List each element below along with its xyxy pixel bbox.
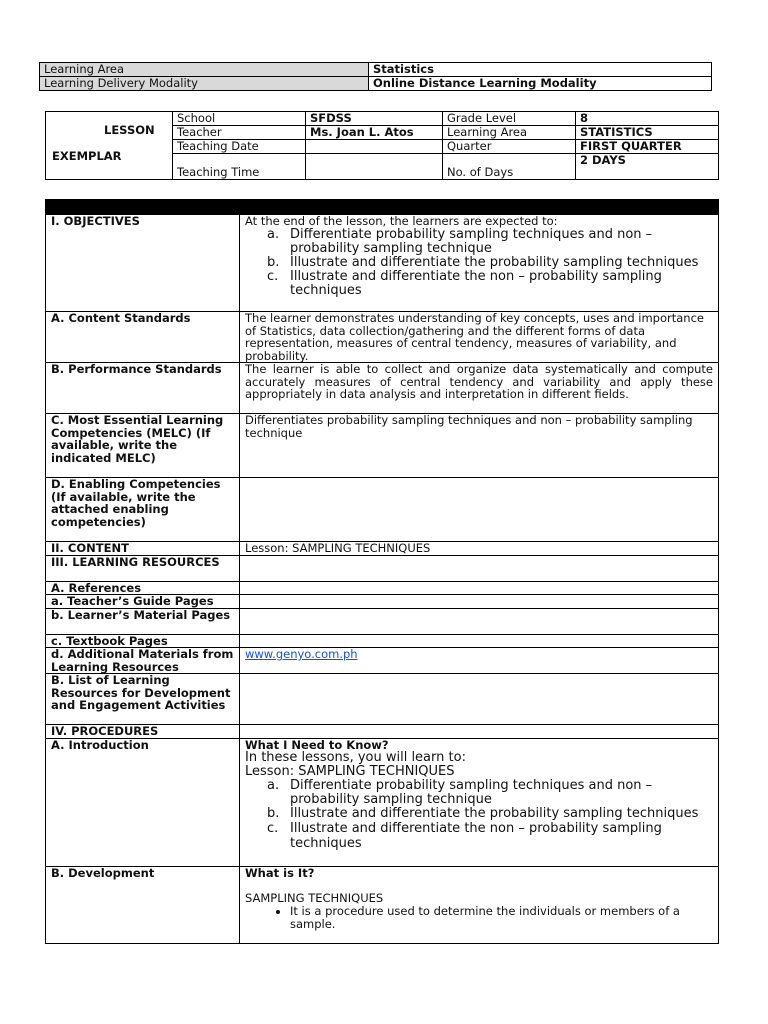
exemplar-label: EXEMPLAR [52, 149, 122, 163]
teacher-guide-label: a. Teacher’s Guide Pages [46, 595, 240, 609]
procedures-label: IV. PROCEDURES [46, 725, 240, 739]
learner-material-value [240, 608, 719, 634]
development-label: B. Development [46, 866, 240, 943]
introduction-item: c. Illustrate and differentiate the non – probability sampling techniques [267, 821, 662, 851]
performance-standards-label: B. Performance Standards [46, 363, 240, 414]
lesson-exemplar-cell [46, 112, 173, 180]
header-bar [46, 200, 719, 215]
objectives-intro: At the end of the lesson, the learners are expected to: [245, 214, 558, 228]
introduction-heading: What I Need to Know? [245, 737, 389, 752]
resource-list-value [240, 674, 719, 725]
introduction-item: b. Illustrate and differentiate the probability sampling techniques [267, 806, 699, 821]
objectives-cell [240, 215, 719, 312]
grade-value: 8 [576, 112, 719, 126]
learning-area-label: Learning Area [40, 63, 369, 77]
objective-item: c. Illustrate and differentiate the non – probability sampling techniques [267, 268, 662, 298]
resource-list-label: B. List of Learning Resources for Development and Engagement Activities [46, 674, 240, 725]
resources-label: III. LEARNING RESOURCES [46, 555, 240, 581]
content-standards-text: The learner demonstrates understanding of key concepts, uses and importance of Statistics, data collection/gathering and the different forms of data representation, measures of central tendency, measures of variability, and probability. [240, 312, 719, 363]
modality-value: Online Distance Learning Modality [369, 77, 712, 91]
introduction-line: In these lessons, you will learn to: [245, 750, 466, 765]
teacher-label: Teacher [173, 126, 306, 140]
school-label: School [173, 112, 306, 126]
content-text: Lesson: SAMPLING TECHNIQUES [240, 542, 719, 556]
lesson-label: LESSON [104, 123, 155, 137]
objective-item: b. Illustrate and differentiate the probability sampling techniques [267, 254, 699, 270]
references-label: A. References [46, 581, 240, 595]
area-value: STATISTICS [576, 126, 719, 140]
header-table [39, 62, 712, 91]
textbook-value [240, 634, 719, 648]
development-cell [240, 866, 719, 943]
melc-text: Differentiates probability sampling techniques and non – probability sampling technique [240, 414, 719, 478]
introduction-lesson: Lesson: SAMPLING TECHNIQUES [245, 764, 455, 779]
objectives-label: I. OBJECTIVES [46, 215, 240, 312]
lesson-plan-table [45, 199, 719, 944]
development-bullet: • It is a procedure used to determine the individuals or members of a sample. [290, 905, 713, 931]
additional-materials-label: d. Additional Materials from Learning Resources [46, 648, 240, 674]
time-value [306, 154, 443, 180]
performance-standards-text: The learner is able to collect and organize data systematically and compute accurately measures of central tendency and variability and apply these appropriately in data analysis and interpretation in different fields. [240, 363, 719, 414]
procedures-value [240, 725, 719, 739]
quarter-value: FIRST QUARTER [576, 140, 719, 154]
learning-area-value: Statistics [369, 63, 712, 77]
time-label: Teaching Time [173, 154, 306, 180]
days-value: 2 DAYS [576, 154, 719, 180]
ndays-label: No. of Days [443, 154, 576, 180]
textbook-label: c. Textbook Pages [46, 634, 240, 648]
grade-label: Grade Level [443, 112, 576, 126]
development-heading: What is It? [245, 865, 315, 880]
introduction-item: a. Differentiate probability sampling techniques and non – probability sampling technique [267, 778, 653, 807]
introduction-cell [240, 738, 719, 866]
references-value [240, 581, 719, 595]
content-standards-label: A. Content Standards [46, 312, 240, 363]
enabling-text [240, 478, 719, 542]
date-value [306, 140, 443, 154]
genyo-link[interactable]: www.genyo.com.ph [245, 647, 358, 661]
lesson-info-table [45, 111, 719, 180]
teacher-value: Ms. Joan L. Atos [306, 126, 443, 140]
development-subheading: SAMPLING TECHNIQUES [245, 891, 384, 905]
quarter-label: Quarter [443, 140, 576, 154]
resources-value [240, 555, 719, 581]
melc-label: C. Most Essential Learning Competencies (MELC) (If available, write the indicated MELC) [46, 414, 240, 478]
area-label: Learning Area [443, 126, 576, 140]
modality-label: Learning Delivery Modality [40, 77, 369, 91]
content-label: II. CONTENT [46, 542, 240, 556]
enabling-label: D. Enabling Competencies (If available, write the attached enabling competencies) [46, 478, 240, 542]
additional-materials-cell [240, 648, 719, 674]
learner-material-label: b. Learner’s Material Pages [46, 608, 240, 634]
development-list [245, 905, 713, 931]
objective-item: a. Differentiate probability sampling techniques and non – probability sampling technique [267, 226, 653, 256]
date-label: Teaching Date [173, 140, 306, 154]
introduction-label: A. Introduction [46, 738, 240, 866]
teacher-guide-value [240, 595, 719, 609]
school-value: SFDSS [306, 112, 443, 126]
objectives-list [245, 228, 713, 298]
introduction-list [245, 779, 713, 851]
